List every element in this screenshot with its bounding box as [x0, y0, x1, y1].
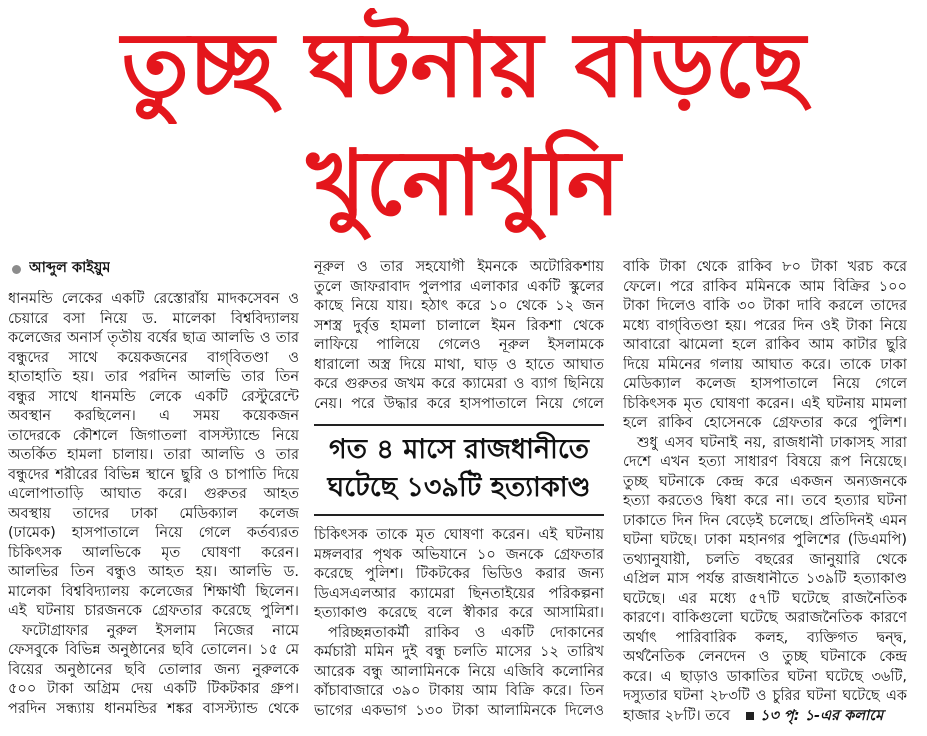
square-bullet-icon [746, 712, 754, 720]
text-line: এই ঘটনায় চারজনকে গ্রেফতার করেছে পুলিশ। [8, 603, 299, 619]
headline-line-1: তুচ্ছ ঘটনায় বাড়ছে [121, 13, 806, 118]
text-line: সশস্ত্র দুর্বৃত্ত হামলা চালালে ইমন রিকশা থেকে [314, 317, 604, 334]
text-line: টাকা দিলেও বাকি ৩০ টাকা দাবি করলে তাদের [623, 298, 907, 314]
text-line: লাফিয়ে পালিয়ে গেলেও নূরুল ইসলামকে [314, 337, 604, 353]
closing-line [623, 707, 907, 727]
text-line: বন্ধুর সাথে ধানমন্ডি লেকে একটি রেস্টুরেন্টে [8, 388, 299, 405]
text-line: ঘটেছে। এর মধ্যে ৫৭টি ঘটেছে রাজনৈতিক [623, 590, 907, 607]
text-line: তাদেরকে কৌশলে জিগাতলা বাসস্ট্যান্ডে নিয়ে [8, 427, 299, 444]
pull-quote-line-2: ঘটেছে ১৩৯টি হত্যাকাণ্ড [327, 472, 591, 503]
text-line: বিয়ের অনুষ্ঠানের ছবি তোলার জন্য নুরুলকে [8, 661, 299, 678]
text-line: দিয়ে মমিনের গলায় আঘাত করে। তাকে ঢাকা [623, 356, 907, 373]
column-2-top [314, 258, 604, 416]
text-line: আলভির তিন বন্ধুও আহত হয়। আলভি ড. [8, 564, 299, 580]
text-line: বন্ধুদের সাথে কয়েকজনের বাগ্‌বিতণ্ডা ও [8, 349, 299, 366]
text-line: এপ্রিল মাস পর্যন্ত রাজধানীতে ১৩৯টি হত্যাকাণ্ড [623, 571, 907, 587]
text-line: ফেলে। পরে রাকিব মমিনকে আম বিক্রির ১০০ [623, 278, 907, 295]
text-line: ঢাকাতে দিন দিন বেড়েই চলেছে। প্রতিদিনই এমন [623, 512, 907, 529]
text-line: আবারো ঝামেলা হলে রাকিব আম কাটার ছুরি [623, 337, 907, 353]
paragraph [623, 434, 907, 707]
text-line: দেশে এখন হত্যা সাধারণ বিষয়ে রূপ নিয়েছে। [623, 454, 907, 470]
text-line: করে। এ ছাড়াও ডাকাতির ঘটনা ঘটেছে ৩৬টি, [623, 668, 907, 685]
text-line: ফেসবুকে বিভিন্ন অনুষ্ঠানের ছবি তোলেন। ১৫ মে [8, 642, 299, 658]
text-line: মেডিক্যাল কলেজ হাসপাতালে নিয়ে গেলে [623, 376, 907, 392]
text-line: তথ্যানুযায়ী, চলতি বছরের জানুয়ারি থেকে [623, 551, 907, 568]
text-line: মধ্যে বাগ্‌বিতণ্ডা হয়। পরের দিন ওই টাকা নিয়ে [623, 317, 907, 334]
text-line: ফটোগ্রাফার নুরুল ইসলাম নিজের নামে [22, 622, 299, 639]
text-line: ধানমন্ডি লেকের একটি রেস্তোরাঁয় মাদকসেবন ও [8, 291, 299, 307]
text-line: ৫০০ টাকা অগ্রিম দেয় একটি টিকটকার গ্রুপ। [8, 681, 299, 697]
headline-line-2: খুনোখুনি [306, 131, 621, 236]
text-line: ঘটনা ঘটছে। ঢাকা মহানগর পুলিশের (ডিএমপি) [623, 532, 907, 548]
text-line: পরিচ্ছন্নতাকর্মী রাকিব ও একটি দোকানের [328, 624, 604, 641]
text-line: ধারালো অস্ত্র দিয়ে মাথা, ঘাড় ও হাতে আঘাত [314, 356, 604, 373]
pull-quote-box [314, 424, 604, 516]
text-line: চিকিৎসক আলভিকে মৃত ঘোষণা করেন। [8, 544, 299, 561]
text-line: কর্মচারী মমিন দুই বন্ধু চলতি মাসের ১২ তারিখ [314, 644, 604, 660]
column-1 [8, 290, 299, 720]
closing-text: হাজার ২৮টি। তবে [623, 707, 731, 724]
pull-quote-line-1: গত ৪ মাসে রাজধানীতে [329, 434, 589, 465]
paragraph [314, 624, 604, 722]
text-line: আরেক বন্ধু আলামিনকে নিয়ে এজিবি কলোনির [314, 663, 604, 680]
column-2-bottom [314, 526, 604, 724]
text-line: করে গুরুতর জখম করে ক্যামেরা ও ব্যাগ ছিনিয়ে [314, 376, 604, 392]
text-line: ভাগের একভাগ ১৩০ টাকা আলামিনকে দিলেও [314, 702, 604, 719]
text-line: নেয়। পরে উদ্ধার করে হাসপাতালে নিয়ে গেলে [314, 395, 604, 412]
text-line: দস্যুতার ঘটনা ২৮৩টি ও চুরির ঘটনা ঘটেছে এক [623, 688, 907, 704]
text-line: মঙ্গলবার পৃথক অভিযানে ১০ জনকে গ্রেফতার [314, 546, 604, 563]
text-line: ডিএসএলআর ক্যামেরা ছিনতাইয়ের পরিকল্পনা [314, 585, 604, 602]
paragraph [314, 258, 604, 414]
column-3-body [623, 258, 907, 707]
text-line: হত্যাকাণ্ড করেছে বলে স্বীকার করে আসামিরা। [314, 605, 604, 621]
text-line: অবস্থায় তাদের ঢাকা মেডিক্যাল কলেজ [8, 505, 299, 522]
text-line: কলেজের অনার্স তৃতীয় বর্ষের ছাত্র আলভি ও তার [8, 330, 299, 346]
paragraph [8, 622, 299, 720]
text-line: তুলে জাফরাবাদ পুলপার এলাকার একটি স্কুলের [314, 278, 604, 295]
text-line: মালেকা বিশ্ববিদ্যালয় কলেজের শিক্ষার্থী ছিলেন। [8, 583, 299, 600]
text-line: চেয়ারে বসা নিয়ে ড. মালেকা বিশ্ববিদ্যালয় [8, 310, 299, 327]
text-line: বাকি টাকা থেকে রাকিব ৮০ টাকা খরচ করে [623, 259, 907, 275]
paragraph [314, 526, 604, 624]
text-line: নূরুল ও তার সহযোগী ইমনকে অটোরিকশায় [314, 259, 604, 275]
text-line: অতর্কিত হামলা চালায়। তারা আলভি ও তার [8, 447, 299, 463]
byline [8, 259, 299, 279]
text-line: কারণে। বাকিগুলো ঘটেছে অরাজনৈতিক কারণে [623, 610, 907, 626]
continuation-jump: ১৩ পৃ: ১-এর কলামে [760, 707, 884, 724]
text-line: বন্ধুদের শরীরের বিভিন্ন স্থানে ছুরি ও চাপাতি দিয়ে [8, 466, 299, 483]
text-line: চিকিৎসক মৃত ঘোষণা করেন। এই ঘটনায় মামলা [623, 395, 907, 412]
text-line: কাঁচাবাজারে ৩৯০ টাকায় আম বিক্রি করে। তিন [314, 683, 604, 699]
text-line: অর্থনৈতিক লেনদেন ও তুচ্ছ ঘটনাকে কেন্দ্র [623, 649, 907, 665]
text-line: এলোপাতাড়ি আঘাত করে। গুরুতর আহত [8, 486, 299, 502]
text-line: হলে রাকিব হোসেনকে গ্রেফতার করে পুলিশ। [623, 415, 907, 431]
text-line: চিকিৎসক তাকে মৃত ঘোষণা করেন। এই ঘটনায় [314, 527, 604, 543]
text-line: কাছে নিয়ে যায়। হঠাৎ করে ১০ থেকে ১২ জন [314, 298, 604, 314]
text-line: অবস্থান করছিলেন। এ সময় কয়েকজন [8, 408, 299, 424]
text-line: পরদিন সন্ধ্যায় ধানমন্ডির শঙ্কর বাসস্ট্যান্ড থেকে [8, 700, 299, 717]
text-line: হাতাহাতি হয়। তার পরদিন আলভি তার তিন [8, 369, 299, 385]
column-3 [623, 258, 907, 728]
text-line: করেছে পুলিশ। টিকটকের ভিডিও করার জন্য [314, 566, 604, 582]
author-name: আব্দুল কাইয়ুম [29, 260, 111, 276]
paragraph [8, 290, 299, 622]
headline [0, 0, 927, 248]
bullet-dot-icon [12, 265, 21, 274]
text-line: অর্থাৎ পারিবারিক কলহ, ব্যক্তিগত দ্বন্দ্ব, [623, 629, 907, 646]
text-line: শুধু এসব ঘটনাই নয়, রাজধানী ঢাকাসহ সারা [637, 434, 907, 451]
paragraph [623, 258, 907, 434]
text-line: হত্যা করতেও দ্বিধা করে না। তবে হত্যার ঘটনা [623, 493, 907, 509]
text-line: (ঢামেক) হাসপাতালে নিয়ে গেলে কর্তব্যরত [8, 525, 299, 541]
text-line: তুচ্ছ ঘটনাকে কেন্দ্র করে একজন অন্যজনকে [623, 473, 907, 490]
